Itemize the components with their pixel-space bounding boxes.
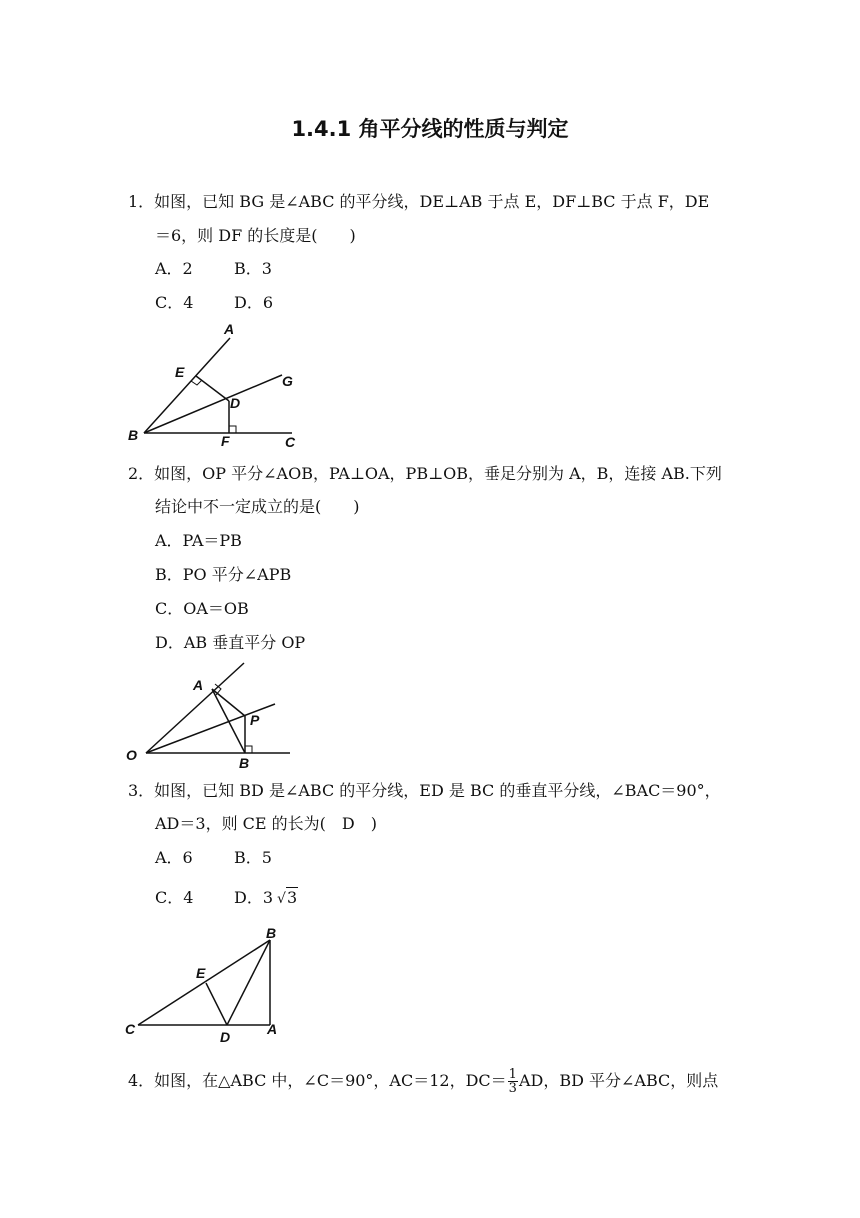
q1-option-c: C．4 [155,293,194,312]
q1-stem-line2: ＝6，则 DF 的长度是( ) [155,226,356,245]
q1-stem-line1: 1．如图，已知 BG 是∠ABC 的平分线，DE⊥AB 于点 E，DF⊥BC 于点 F，DE [128,192,710,211]
q2-figure [120,658,300,770]
q3-stem-line2: AD＝3，则 CE 的长为( D ) [155,814,377,833]
q3-option-d [234,888,298,909]
q1-label-d: D [230,395,241,411]
q3-option-a: A．6 [155,848,193,867]
q2-option-b: B．PO 平分∠APB [155,565,292,584]
q3-label-a: A [267,1021,278,1037]
q2-option-d: D．AB 垂直平分 OP [155,633,306,652]
q1-option-d: D．6 [234,293,274,312]
q1-figure [120,318,310,450]
page-title: 1.4.1 角平分线的性质与判定 [291,117,569,141]
q1-option-a: A．2 [155,259,193,278]
q2-label-p: P [250,712,260,728]
q3-label-d: D [220,1029,231,1045]
fraction-numerator: 1 [508,1067,517,1082]
q1-label-f: F [221,433,230,449]
fraction-denominator: 3 [508,1081,517,1096]
q3-label-e: E [196,965,206,981]
q3-option-c: C．4 [155,888,194,907]
q3-label-b: B [266,925,277,941]
q1-label-g: G [282,373,293,389]
q4-stem-line1 [128,1068,718,1095]
q2-option-a: A．PA＝PB [155,531,242,550]
q4-stem-part1: 4．如图，在△ABC 中，∠C＝90°，AC＝12，DC＝ [128,1071,507,1090]
q1-label-e: E [175,364,185,380]
q2-stem-line1: 2．如图，OP 平分∠AOB，PA⊥OA，PB⊥OB，垂足分别为 A，B，连接 AB.下列 [128,464,722,483]
fraction [508,1068,518,1095]
sqrt-symbol: √3 [277,888,298,907]
q3-figure [120,922,290,1050]
q3-option-d-radicand: 3 [286,888,298,907]
q2-label-o: O [126,747,137,763]
q2-stem-line2: 结论中不一定成立的是( ) [155,497,360,516]
q1-label-c: C [285,434,296,450]
q1-label-b: B [128,427,139,443]
q3-label-c: C [125,1021,136,1037]
q2-label-a: A [193,677,204,693]
q2-label-b: B [239,755,250,770]
q3-stem-line1: 3．如图，已知 BD 是∠ABC 的平分线，ED 是 BC 的垂直平分线，∠BAC＝90°， [128,781,721,800]
q3-option-d-prefix: D．3 [234,888,274,907]
q1-label-a: A [224,321,235,337]
q1-option-b: B．3 [234,259,272,278]
q3-option-b: B．5 [234,848,272,867]
q2-option-c: C．OA＝OB [155,599,249,618]
q4-stem-part2: AD，BD 平分∠ABC，则点 [518,1071,719,1090]
